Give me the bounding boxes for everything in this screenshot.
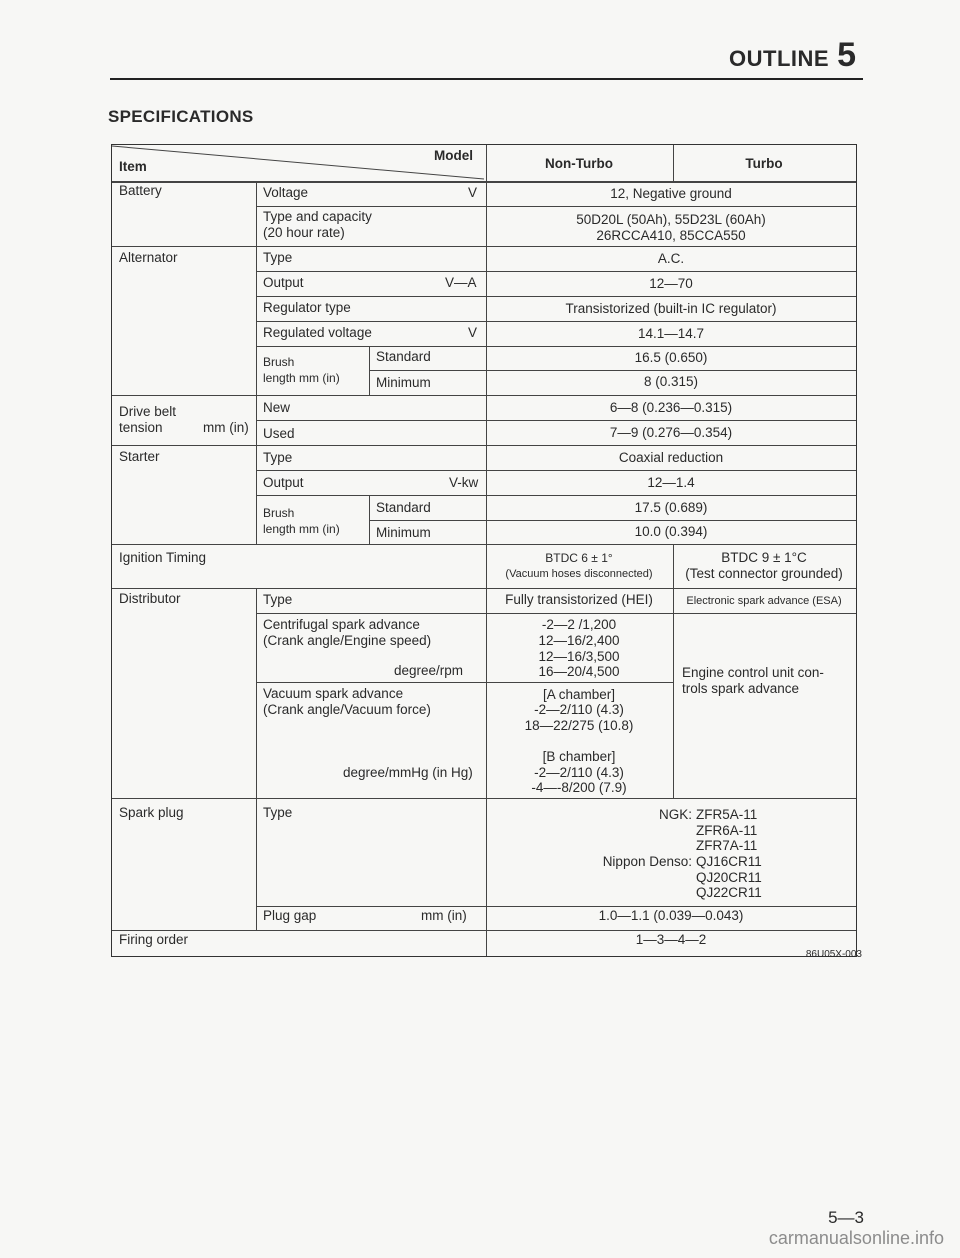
ignition-t-line-2: (Test connector grounded) bbox=[685, 566, 843, 581]
starter-output-unit: V-kw bbox=[449, 475, 479, 490]
centrifugal-value-2: 12—16/2,400 bbox=[538, 633, 620, 648]
vacuum-unit: degree/mmHg (in Hg) bbox=[343, 765, 473, 780]
page-title: SPECIFICATIONS bbox=[108, 107, 254, 126]
vacuum-a-head: [A chamber] bbox=[542, 687, 616, 702]
starter-output-label: Output bbox=[263, 475, 304, 490]
centrifugal-value-1: -2—2 /1,200 bbox=[541, 617, 617, 632]
vacuum-label-2: (Crank angle/Vacuum force) bbox=[263, 702, 431, 717]
vacuum-b-head: [B chamber] bbox=[542, 749, 616, 764]
col-line bbox=[256, 181, 257, 545]
turbo-spark-note-1: Engine control unit con- bbox=[682, 665, 824, 680]
starter-output-value: 12—1.4 bbox=[647, 475, 695, 490]
ignition-t-line-1: BTDC 9 ± 1°C bbox=[721, 550, 807, 565]
row-line bbox=[256, 271, 856, 272]
vacuum-b-value-1: -2—2/110 (4.3) bbox=[534, 765, 624, 780]
firing-order-label: Firing order bbox=[119, 932, 189, 947]
centrifugal-value-3: 12—16/3,500 bbox=[538, 649, 620, 664]
alternator-reg-voltage-label: Regulated voltage bbox=[263, 325, 372, 340]
distributor-type-label: Type bbox=[263, 592, 293, 607]
header-rule-line bbox=[112, 181, 856, 183]
col-line bbox=[673, 145, 674, 182]
alternator-output-value: 12—70 bbox=[649, 276, 693, 291]
drive-belt-new-label: New bbox=[263, 400, 291, 415]
ngk-label: NGK: bbox=[658, 807, 692, 822]
alternator-type-value: A.C. bbox=[657, 251, 685, 266]
vacuum-b-value-2: -4—-8/200 (7.9) bbox=[531, 780, 627, 795]
ignition-nt-line-1: BTDC 6 ± 1° bbox=[545, 551, 613, 565]
starter-minimum-value: 10.0 (0.394) bbox=[634, 524, 708, 539]
col-line bbox=[486, 145, 487, 956]
row-line bbox=[256, 495, 856, 496]
battery-type-label-2: (20 hour rate) bbox=[263, 225, 345, 240]
battery-label: Battery bbox=[119, 183, 162, 198]
head-model: Model bbox=[434, 148, 473, 163]
denso-value-2: QJ20CR11 bbox=[696, 870, 762, 885]
alternator-output-label: Output bbox=[263, 275, 304, 290]
row-line bbox=[256, 321, 856, 322]
row-line bbox=[112, 395, 856, 396]
alternator-standard-value: 16.5 (0.650) bbox=[634, 350, 708, 365]
row-line bbox=[369, 520, 856, 521]
ignition-nt-line-2: (Vacuum hoses disconnected) bbox=[505, 568, 653, 580]
ngk-value-3: ZFR7A-11 bbox=[696, 838, 758, 853]
drive-belt-label-1: Drive belt bbox=[119, 404, 177, 419]
battery-type-value-1: 50D20L (50Ah), 55D23L (60Ah) bbox=[576, 212, 766, 227]
spark-plug-label: Spark plug bbox=[119, 805, 184, 820]
watermark: carmanualsonline.info bbox=[768, 1228, 944, 1248]
row-line bbox=[112, 246, 856, 247]
row-line bbox=[256, 613, 856, 614]
row-line bbox=[369, 370, 856, 371]
distributor-type-t: Electronic spark advance (ESA) bbox=[686, 595, 842, 607]
firing-order-value: 1—3—4—2 bbox=[635, 932, 707, 947]
section-word: OUTLINE bbox=[729, 46, 830, 71]
alternator-label: Alternator bbox=[119, 250, 178, 265]
starter-type-value: Coaxial reduction bbox=[618, 450, 724, 465]
centrifugal-value-4: 16—20/4,500 bbox=[538, 664, 620, 679]
centrifugal-label-1: Centrifugal spark advance bbox=[263, 617, 420, 632]
battery-voltage-label: Voltage bbox=[263, 185, 309, 200]
denso-label: Nippon Denso: bbox=[602, 854, 692, 869]
row-line bbox=[112, 588, 856, 589]
plug-gap-value: 1.0—1.1 (0.039—0.043) bbox=[598, 908, 744, 923]
specifications-table bbox=[111, 144, 857, 957]
denso-value-1: QJ16CR11 bbox=[696, 854, 762, 869]
col-line bbox=[369, 346, 370, 395]
starter-standard-label: Standard bbox=[376, 500, 431, 515]
row-line bbox=[256, 420, 856, 421]
row-line bbox=[256, 682, 673, 683]
battery-voltage-value: 12, Negative ground bbox=[610, 186, 732, 201]
alternator-type-label: Type bbox=[263, 250, 293, 265]
spark-plug-type-label: Type bbox=[263, 805, 293, 820]
turbo-spark-note-2: trols spark advance bbox=[682, 681, 800, 696]
plug-gap-unit: mm (in) bbox=[421, 908, 467, 923]
drive-belt-used-label: Used bbox=[263, 426, 295, 441]
vacuum-label-1: Vacuum spark advance bbox=[263, 686, 404, 701]
alternator-minimum-value: 8 (0.315) bbox=[643, 374, 699, 389]
drive-belt-label-2: tension bbox=[119, 420, 163, 435]
col-line bbox=[673, 544, 674, 799]
ngk-value-1: ZFR5A-11 bbox=[696, 807, 758, 822]
alternator-minimum-label: Minimum bbox=[376, 375, 431, 390]
battery-type-label-1: Type and capacity bbox=[263, 209, 372, 224]
row-line bbox=[256, 206, 856, 207]
alternator-reg-voltage-unit: V bbox=[468, 325, 478, 340]
row-line bbox=[256, 470, 856, 471]
head-non-turbo: Non-Turbo bbox=[545, 156, 613, 171]
alternator-reg-type-value: Transistorized (built-in IC regulator) bbox=[565, 301, 777, 316]
row-line bbox=[256, 296, 856, 297]
ignition-label: Ignition Timing bbox=[119, 550, 207, 565]
centrifugal-unit: degree/rpm bbox=[394, 663, 464, 678]
distributor-label: Distributor bbox=[119, 591, 181, 606]
centrifugal-label-2: (Crank angle/Engine speed) bbox=[263, 633, 432, 648]
head-item: Item bbox=[119, 159, 147, 174]
starter-type-label: Type bbox=[263, 450, 293, 465]
alternator-brush-label-1: Brush bbox=[263, 355, 295, 369]
alternator-brush-label-2: length mm (in) bbox=[263, 371, 340, 385]
row-line bbox=[256, 906, 856, 907]
alternator-output-unit: V—A bbox=[445, 275, 477, 290]
starter-label: Starter bbox=[119, 449, 160, 464]
section-header bbox=[729, 36, 856, 75]
alternator-standard-label: Standard bbox=[376, 349, 431, 364]
figure-reference: 86U05X-003 bbox=[805, 949, 862, 960]
starter-brush-label-1: Brush bbox=[263, 506, 295, 520]
starter-brush-label-2: length mm (in) bbox=[263, 522, 340, 536]
row-line bbox=[112, 798, 856, 799]
col-line bbox=[256, 588, 257, 930]
starter-standard-value: 17.5 (0.689) bbox=[634, 500, 708, 515]
row-line bbox=[112, 930, 856, 931]
alternator-reg-voltage-value: 14.1—14.7 bbox=[637, 326, 705, 341]
row-line bbox=[112, 544, 856, 545]
drive-belt-unit: mm (in) bbox=[203, 420, 249, 435]
header-diagonal bbox=[112, 145, 487, 183]
ngk-value-2: ZFR6A-11 bbox=[696, 823, 758, 838]
plug-gap-label: Plug gap bbox=[263, 908, 317, 923]
drive-belt-used-value: 7—9 (0.276—0.354) bbox=[609, 425, 733, 440]
head-turbo: Turbo bbox=[745, 156, 783, 171]
section-number: 5 bbox=[837, 36, 856, 74]
denso-value-3: QJ22CR11 bbox=[696, 885, 762, 900]
row-line bbox=[256, 346, 856, 347]
battery-type-value-2: 26RCCA410, 85CCA550 bbox=[596, 228, 746, 243]
page-number: 5—3 bbox=[828, 1208, 864, 1227]
header-rule bbox=[110, 78, 863, 80]
col-line bbox=[369, 495, 370, 544]
distributor-type-nt: Fully transistorized (HEI) bbox=[505, 592, 653, 607]
vacuum-a-value-1: -2—2/110 (4.3) bbox=[534, 702, 624, 717]
vacuum-a-value-2: 18—22/275 (10.8) bbox=[524, 718, 634, 733]
row-line bbox=[112, 445, 856, 446]
battery-voltage-unit: V bbox=[468, 185, 478, 200]
alternator-reg-type-label: Regulator type bbox=[263, 300, 351, 315]
starter-minimum-label: Minimum bbox=[376, 525, 431, 540]
drive-belt-new-value: 6—8 (0.236—0.315) bbox=[609, 400, 733, 415]
